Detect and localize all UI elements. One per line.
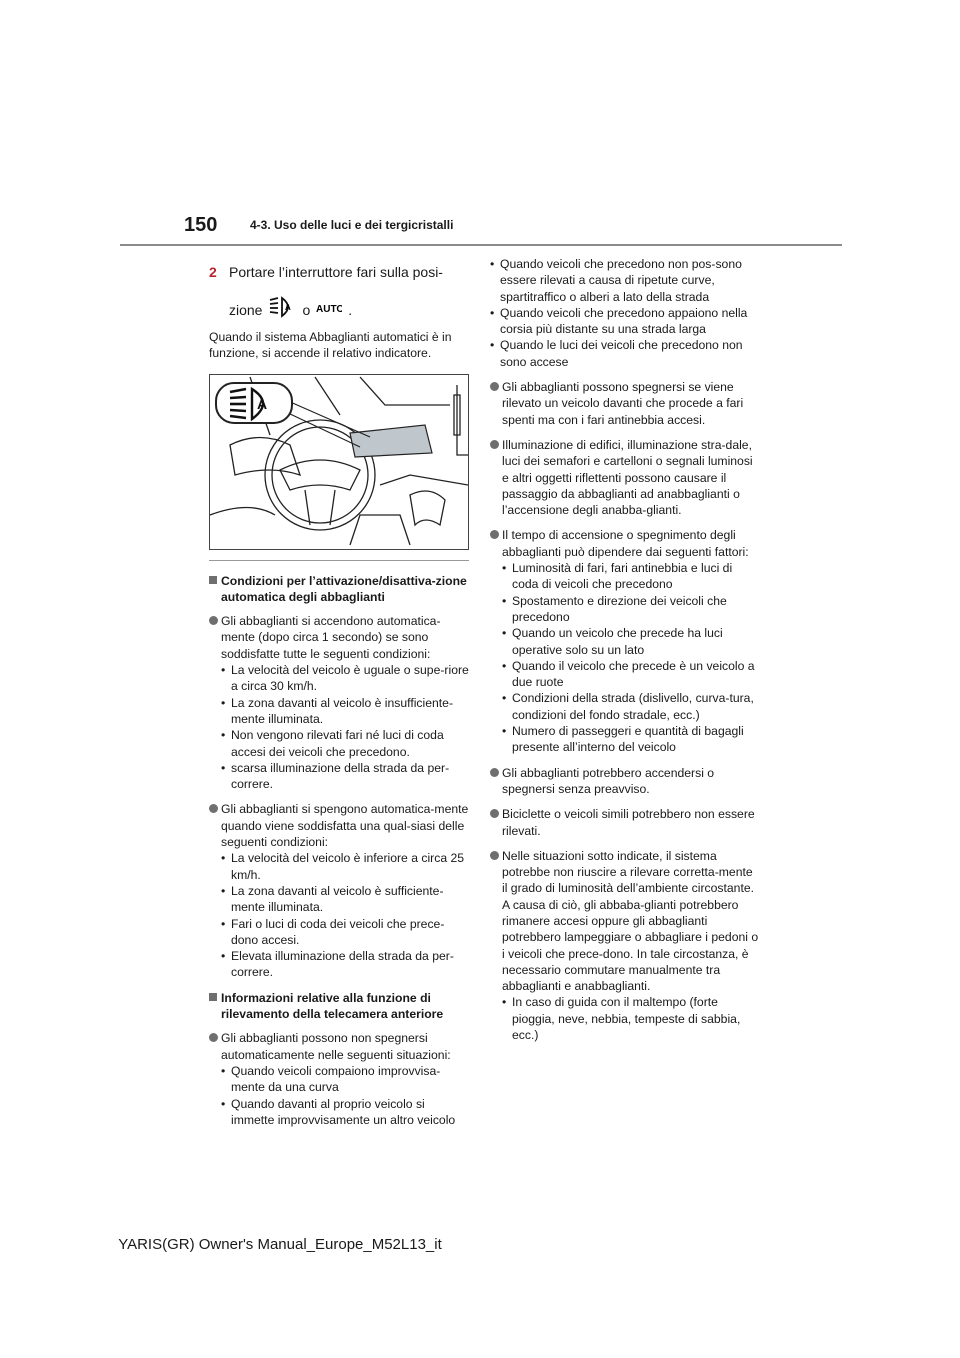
sub-item: • Luminosità di fari, fari antinebbia e luci di coda di veicoli che precedono bbox=[502, 560, 760, 593]
circle-bullet-icon bbox=[209, 804, 218, 813]
dashboard-illustration bbox=[209, 374, 469, 550]
sub-item: • Elevata illuminazione della strada da per-correre. bbox=[221, 948, 471, 981]
circle-bullet-icon bbox=[209, 1033, 218, 1042]
circle-bullet-icon bbox=[490, 440, 499, 449]
header-divider bbox=[120, 244, 842, 246]
sub-item: • Numero di passeggeri e quantità di bagagli presente all’interno del veicolo bbox=[502, 723, 760, 756]
section-heading-camera: Informazioni relative alla funzione di rilevamento della telecamera anteriore bbox=[209, 990, 471, 1023]
page-header bbox=[120, 214, 840, 248]
bullet-item: Il tempo di accensione o spegnimento degli abbaglianti può dipendere dai seguenti fattori: • Luminosità di fari, fari antinebbia e luci di coda di veicoli che precedono • Spostamento e direzione dei veicoli che precedono • Quando un veicolo che precede ha luci operative solo su un lato • Quando il veicolo che precede è un veicolo a due ruote • Condizioni della strada (dislivello, curva-tura, condizioni del fondo stradale, ecc.) • Numero di passeggeri e quantità di bagagli presente all’interno del veicolo bbox=[490, 527, 760, 755]
bullet-item: Gli abbaglianti potrebbero accendersi o spegnersi senza preavviso. bbox=[490, 765, 760, 798]
sub-item: • La zona davanti al veicolo è sufficiente-mente illuminata. bbox=[221, 883, 471, 916]
step-2 bbox=[209, 262, 471, 323]
svg-text:A: A bbox=[257, 395, 268, 412]
circle-bullet-icon bbox=[209, 616, 218, 625]
bullet-item: Nelle situazioni sotto indicate, il sistema potrebbe non riuscire a rilevare corretta-mente il grado di luminosità dell’ambiente circostante. A causa di ciò, gli abbaba-glianti potrebbero rimanere accesi oppure gli abbaglianti potrebbero lampeggiare o abbagliare i pedoni o i veicoli che prece-dono. In tale circostanza, è necessario commutare manualmente tra abbaglianti e anabbaglianti. • In caso di guida con il maltempo (forte pioggia, neve, nebbia, tempeste di sabbia, ecc.) bbox=[490, 848, 760, 1044]
right-column bbox=[490, 256, 760, 1052]
page-number: 150 bbox=[184, 214, 218, 236]
sub-item: • Quando veicoli compaiono improvvisa-mente da una curva bbox=[221, 1063, 471, 1096]
step-number: 2 bbox=[209, 264, 217, 280]
sub-item: • Non vengono rilevati fari né luci di coda accesi dei veicoli che precedono. bbox=[221, 727, 471, 760]
bullet-item: Gli abbaglianti possono non spegnersi automaticamente nelle seguenti situazioni: • Quando veicoli compaiono improvvisa-mente da una curva • Quando davanti al proprio veicolo si immette improvvisamente un altro veicolo bbox=[209, 1030, 471, 1128]
step-text-end: . bbox=[348, 301, 353, 318]
step-text: Portare l’interruttore fari sulla posi- bbox=[229, 264, 443, 280]
sub-item: • Quando veicoli che precedono appaiono nella corsia più distante su una strada larga bbox=[490, 305, 760, 338]
sub-item: • Quando un veicolo che precede ha luci operative solo su un lato bbox=[502, 625, 760, 658]
step-text-word: zione bbox=[229, 301, 263, 318]
sub-item: • Quando le luci dei veicoli che precedono non sono accese bbox=[490, 337, 760, 370]
svg-text:AUTO: AUTO bbox=[316, 303, 343, 315]
step-text-or: o bbox=[302, 301, 311, 318]
footer-text: YARIS(GR) Owner's Manual_Europe_M52L13_it bbox=[118, 1236, 442, 1253]
svg-text:A: A bbox=[285, 303, 292, 312]
intro-text: Quando il sistema Abbaglianti automatici è in funzione, si accende il relativo indicatore. bbox=[209, 330, 452, 361]
sub-item: • Fari o luci di coda dei veicoli che prece-dono accesi. bbox=[221, 916, 471, 949]
bullet-item: Gli abbaglianti si spengono automatica-mente quando viene soddisfatta una qual-siasi delle seguenti condizioni: • La velocità del veicolo è inferiore a circa 25 km/h. • La zona davanti al veicolo è sufficiente-mente illuminata. • Fari o luci di coda dei veicoli che prece-dono accesi. • Elevata illuminazione della strada da per-correre. bbox=[209, 801, 471, 980]
left-column bbox=[209, 262, 471, 1137]
sub-item: • La velocità del veicolo è inferiore a circa 25 km/h. bbox=[221, 850, 471, 883]
circle-bullet-icon bbox=[490, 382, 499, 391]
page-footer bbox=[0, 1236, 960, 1253]
square-bullet-icon bbox=[209, 993, 217, 1001]
sub-item: • La velocità del veicolo è uguale o supe-riore a circa 30 km/h. bbox=[221, 662, 471, 695]
circle-bullet-icon bbox=[490, 809, 499, 818]
section-heading-activation: Condizioni per l’attivazione/disattiva-zione automatica degli abbaglianti bbox=[209, 573, 471, 606]
auto-high-beam-icon bbox=[268, 296, 296, 323]
sub-item: • Spostamento e direzione dei veicoli che precedono bbox=[502, 593, 760, 626]
auto-headlight-icon bbox=[316, 300, 342, 320]
continued-sub-list bbox=[490, 256, 760, 370]
circle-bullet-icon bbox=[490, 768, 499, 777]
sub-item: • Condizioni della strada (dislivello, curva-tura, condizioni del fondo stradale, ecc.) bbox=[502, 690, 760, 723]
square-bullet-icon bbox=[209, 576, 217, 584]
circle-bullet-icon bbox=[490, 851, 499, 860]
circle-bullet-icon bbox=[490, 530, 499, 539]
bullet-item: Gli abbaglianti possono spegnersi se viene rilevato un veicolo davanti che procede a fari spenti ma con i fari antinebbia accesi. bbox=[490, 379, 760, 428]
sub-item: • scarsa illuminazione della strada da per-correre. bbox=[221, 760, 471, 793]
sub-item: • In caso di guida con il maltempo (forte pioggia, neve, nebbia, tempeste di sabbia, ecc.) bbox=[502, 994, 760, 1043]
bullet-item: Illuminazione di edifici, illuminazione stra-dale, luci dei semafori e cartelloni o segnali luminosi e altri oggetti riflettenti possono causare il passaggio da abbaglianti ad anabbaglianti o l’accensione degli anabba-glianti. bbox=[490, 437, 760, 518]
sub-item: • Quando davanti al proprio veicolo si immette improvvisamente un altro veicolo bbox=[221, 1096, 471, 1129]
figure-divider bbox=[209, 560, 469, 561]
sub-item: • Quando veicoli che precedono non pos-sono essere rilevati a causa di ripetute curve, spartitraffico o alberi a lato della strada bbox=[490, 256, 760, 305]
section-title: 4-3. Uso delle luci e dei tergicristalli bbox=[250, 218, 454, 232]
sub-item: • Quando il veicolo che precede è un veicolo a due ruote bbox=[502, 658, 760, 691]
bullet-item: Biciclette o veicoli simili potrebbero non essere rilevati. bbox=[490, 806, 760, 839]
sub-item: • La zona davanti al veicolo è insufficiente-mente illuminata. bbox=[221, 695, 471, 728]
bullet-item: Gli abbaglianti si accendono automatica-mente (dopo circa 1 secondo) se sono soddisfatte tutte le seguenti condizioni: • La velocità del veicolo è uguale o supe-riore a circa 30 km/h. • La zona davanti al veicolo è insufficiente-mente illuminata. • Non vengono rilevati fari né luci di coda accesi dei veicoli che precedono. • scarsa illuminazione della strada da per-correre. bbox=[209, 613, 471, 792]
